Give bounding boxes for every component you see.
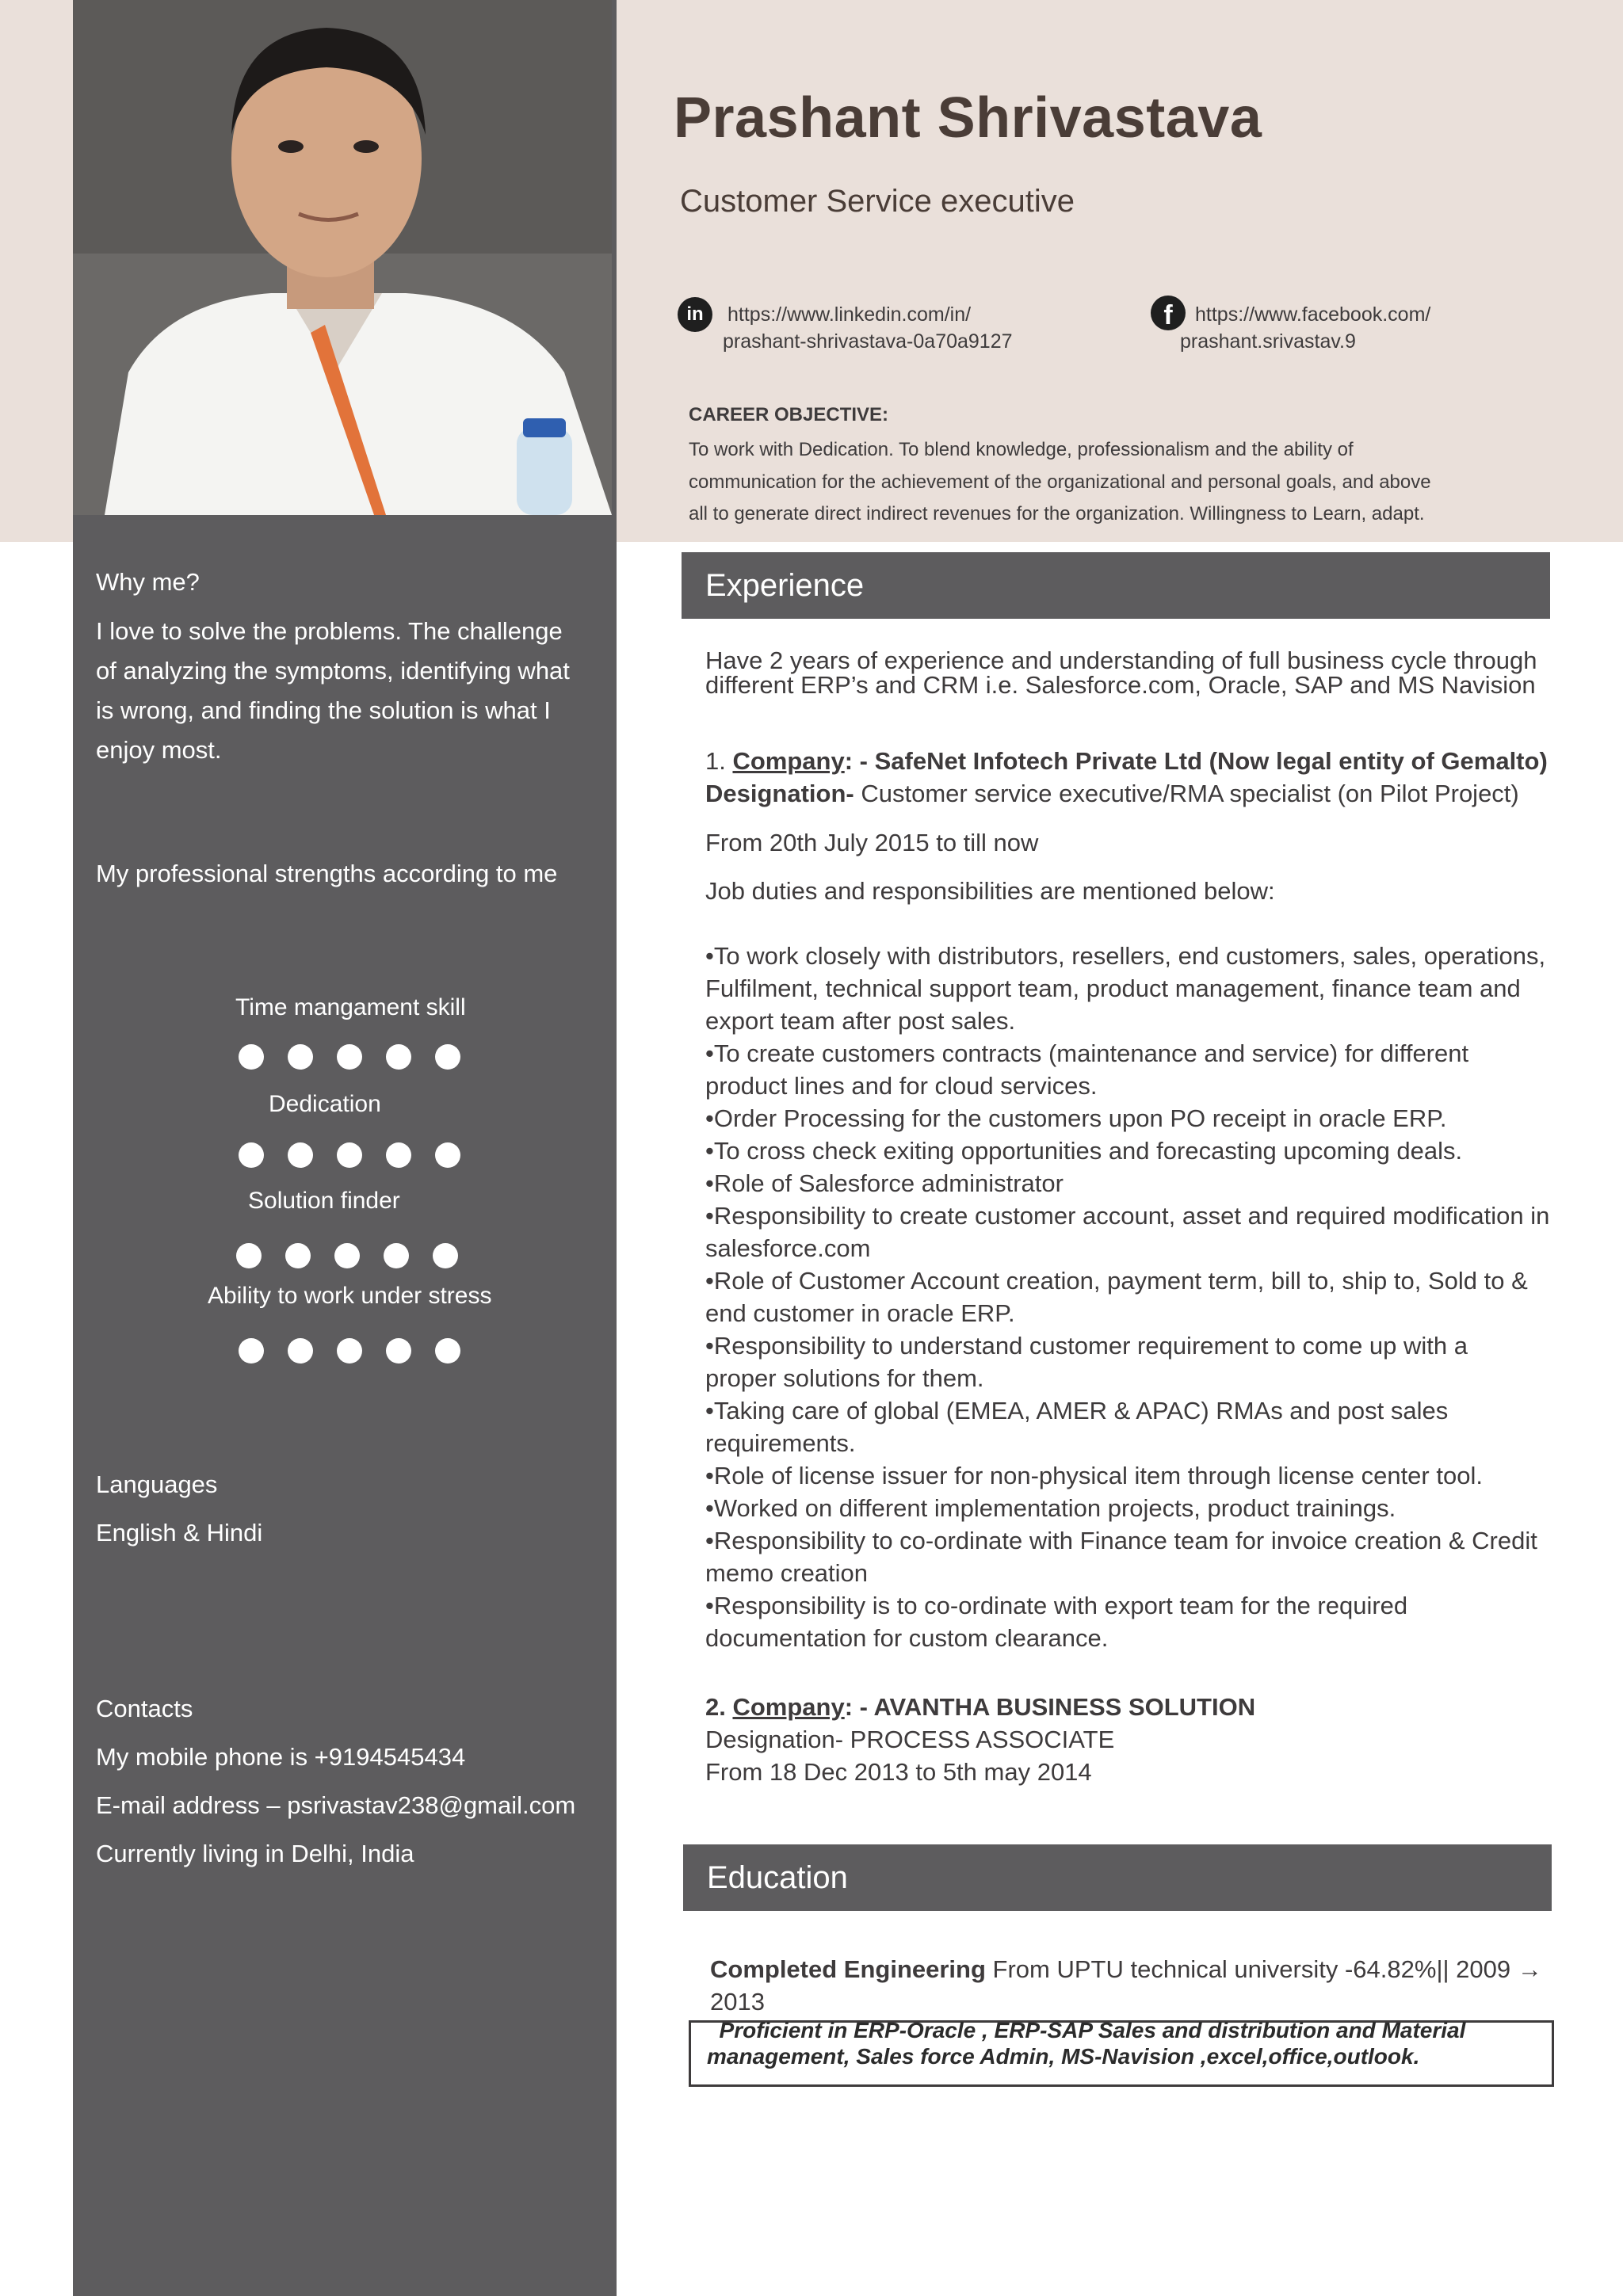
rating-dot <box>334 1243 360 1268</box>
facebook-url-line2[interactable]: prashant.srivastav.9 <box>1180 330 1356 353</box>
facebook-url-line1[interactable]: https://www.facebook.com/ <box>1195 303 1431 326</box>
duty-line: product lines and for cloud services. <box>705 1072 1098 1100</box>
languages-value: English & Hindi <box>96 1519 263 1547</box>
contact-phone[interactable]: My mobile phone is +9194545434 <box>96 1743 466 1771</box>
why-me-line: I love to solve the problems. The challenge <box>96 617 563 645</box>
duty-line: •Role of Customer Account creation, payment term, bill to, ship to, Sold to & <box>705 1267 1528 1295</box>
rating-dot <box>236 1243 262 1268</box>
rating-dot <box>285 1243 311 1268</box>
duty-line: •Role of Salesforce administrator <box>705 1169 1064 1197</box>
duty-line: Fulfilment, technical support team, product management, finance team and <box>705 974 1521 1002</box>
facebook-icon[interactable]: f <box>1151 296 1186 330</box>
rating-dot <box>288 1338 313 1363</box>
job1-company-name: : - SafeNet Infotech Private Ltd (Now legal entity of Gemalto) <box>844 747 1548 775</box>
rating-dot <box>239 1044 264 1070</box>
duty-line: •Role of license issuer for non-physical item through license center tool. <box>705 1462 1483 1489</box>
duty-line: •Order Processing for the customers upon PO receipt in oracle ERP. <box>705 1104 1447 1132</box>
rating-dot <box>386 1044 411 1070</box>
skill-label-solution-finder: Solution finder <box>248 1188 400 1214</box>
job1-duties-intro: Job duties and responsibilities are mentioned below: <box>705 877 1275 905</box>
rating-dot <box>435 1044 460 1070</box>
rating-dot <box>337 1044 362 1070</box>
rating-dot <box>384 1243 409 1268</box>
duty-line: •To create customers contracts (maintenance and service) for different <box>705 1039 1469 1067</box>
objective-line: all to generate direct indirect revenues for the organization. Willingness to Learn, adapt. <box>689 503 1425 524</box>
duty-line: documentation for custom clearance. <box>705 1624 1109 1652</box>
rating-dot <box>435 1338 460 1363</box>
objective-line: To work with Dedication. To blend knowledge, professionalism and the ability of <box>689 439 1354 460</box>
job-title: Customer Service executive <box>680 184 1075 219</box>
duty-line: •Responsibility is to co-ordinate with export team for the required <box>705 1592 1408 1619</box>
duty-line: •Taking care of global (EMEA, AMER & APAC) RMAs and post sales <box>705 1397 1449 1425</box>
job2-company-label: Company <box>732 1693 845 1721</box>
skill-label-stress: Ability to work under stress <box>208 1283 492 1309</box>
rating-dot <box>337 1338 362 1363</box>
degree-line2: 2013 <box>710 1988 765 2016</box>
why-me-line: of analyzing the symptoms, identifying what <box>96 657 570 685</box>
duty-line: •Worked on different implementation projects, product trainings. <box>705 1494 1396 1522</box>
education-section-title: Education <box>683 1844 1552 1911</box>
duty-line: export team after post sales. <box>705 1007 1016 1035</box>
job1-designation-line <box>705 777 1585 810</box>
summary-line: Have 2 years of experience and understanding of full business cycle through <box>705 646 1537 674</box>
duty-line: memo creation <box>705 1559 869 1587</box>
duty-line: •Responsibility to co-ordinate with Finance team for invoice creation & Credit <box>705 1527 1537 1554</box>
duty-line: •To cross check exiting opportunities and forecasting upcoming deals. <box>705 1137 1463 1165</box>
strengths-title: My professional strengths according to me <box>96 860 558 887</box>
rating-dot <box>288 1142 313 1168</box>
linkedin-icon[interactable]: in <box>678 297 712 332</box>
skill-rating-stress <box>239 1338 460 1363</box>
contact-location: Currently living in Delhi, India <box>96 1840 414 1867</box>
degree-bold: Completed Engineering <box>710 1955 986 1983</box>
job2-period: From 18 Dec 2013 to 5th may 2014 <box>705 1758 1092 1786</box>
job2-company-name: : - AVANTHA BUSINESS SOLUTION <box>844 1693 1256 1721</box>
job1-number: 1. <box>705 747 733 775</box>
skill-rating-time-management <box>239 1044 460 1070</box>
skill-rating-dedication <box>239 1142 460 1168</box>
job2-designation: Designation- PROCESS ASSOCIATE <box>705 1726 1115 1753</box>
candidate-name: Prashant Shrivastava <box>674 86 1262 150</box>
linkedin-url-line1[interactable]: https://www.linkedin.com/in/ <box>727 303 972 326</box>
contact-email[interactable]: E-mail address – psrivastav238@gmail.com <box>96 1791 576 1819</box>
rating-dot <box>337 1142 362 1168</box>
rating-dot <box>433 1243 458 1268</box>
job2-company-line <box>705 1691 1585 1723</box>
linkedin-url-line2[interactable]: prashant-shrivastava-0a70a9127 <box>723 330 1013 353</box>
duty-line: requirements. <box>705 1429 856 1457</box>
rating-dot <box>239 1142 264 1168</box>
why-me-title: Why me? <box>96 568 200 596</box>
duty-line: •Responsibility to understand customer requirement to come up with a <box>705 1332 1468 1360</box>
duty-line: end customer in oracle ERP. <box>705 1299 1015 1327</box>
skills-line: management, Sales force Admin, MS-Navision ,excel,office,outlook. <box>707 2044 1420 2069</box>
languages-title: Languages <box>96 1470 218 1498</box>
experience-section-title: Experience <box>682 552 1550 619</box>
summary-line: different ERP’s and CRM i.e. Salesforce.com, Oracle, SAP and MS Navision <box>705 671 1536 699</box>
why-me-line: is wrong, and finding the solution is what I <box>96 696 551 724</box>
career-objective-title: CAREER OBJECTIVE: <box>689 404 889 425</box>
career-objective-text <box>689 434 1497 531</box>
job1-designation-label: Designation- <box>705 780 854 807</box>
job1-duties-list <box>705 940 1585 1654</box>
why-me-text <box>96 612 603 770</box>
skill-label-dedication: Dedication <box>269 1091 381 1117</box>
profile-photo-image <box>73 0 612 515</box>
duty-line: salesforce.com <box>705 1234 871 1262</box>
rating-dot <box>288 1044 313 1070</box>
job1-period: From 20th July 2015 to till now <box>705 829 1039 856</box>
job1-company-label: Company <box>732 747 845 775</box>
contacts-title: Contacts <box>96 1695 193 1722</box>
rating-dot <box>386 1338 411 1363</box>
job1-company-line <box>705 745 1585 777</box>
rating-dot <box>386 1142 411 1168</box>
duty-line: •Responsibility to create customer account, asset and required modification in <box>705 1202 1550 1230</box>
education-degree <box>710 1953 1590 2018</box>
objective-line: communication for the achievement of the organizational and personal goals, and above <box>689 471 1431 493</box>
skills-line: Proficient in ERP-Oracle , ERP-SAP Sales and distribution and Material <box>707 2018 1466 2042</box>
rating-dot <box>435 1142 460 1168</box>
experience-summary <box>705 648 1585 697</box>
skill-label-time-management: Time mangament skill <box>235 994 466 1020</box>
job1-designation-value: Customer service executive/RMA specialist (on Pilot Project) <box>854 780 1519 807</box>
job2-number: 2. <box>705 1693 733 1721</box>
duty-line: •To work closely with distributors, resellers, end customers, sales, operations, <box>705 942 1546 970</box>
duty-line: proper solutions for them. <box>705 1364 984 1392</box>
why-me-line: enjoy most. <box>96 736 222 764</box>
degree-rest: From UPTU technical university -64.82%|| 2009 → <box>985 1955 1542 1983</box>
profile-photo <box>73 0 612 515</box>
skills-text <box>707 2017 1547 2069</box>
skill-rating-solution-finder <box>236 1243 458 1268</box>
rating-dot <box>239 1338 264 1363</box>
